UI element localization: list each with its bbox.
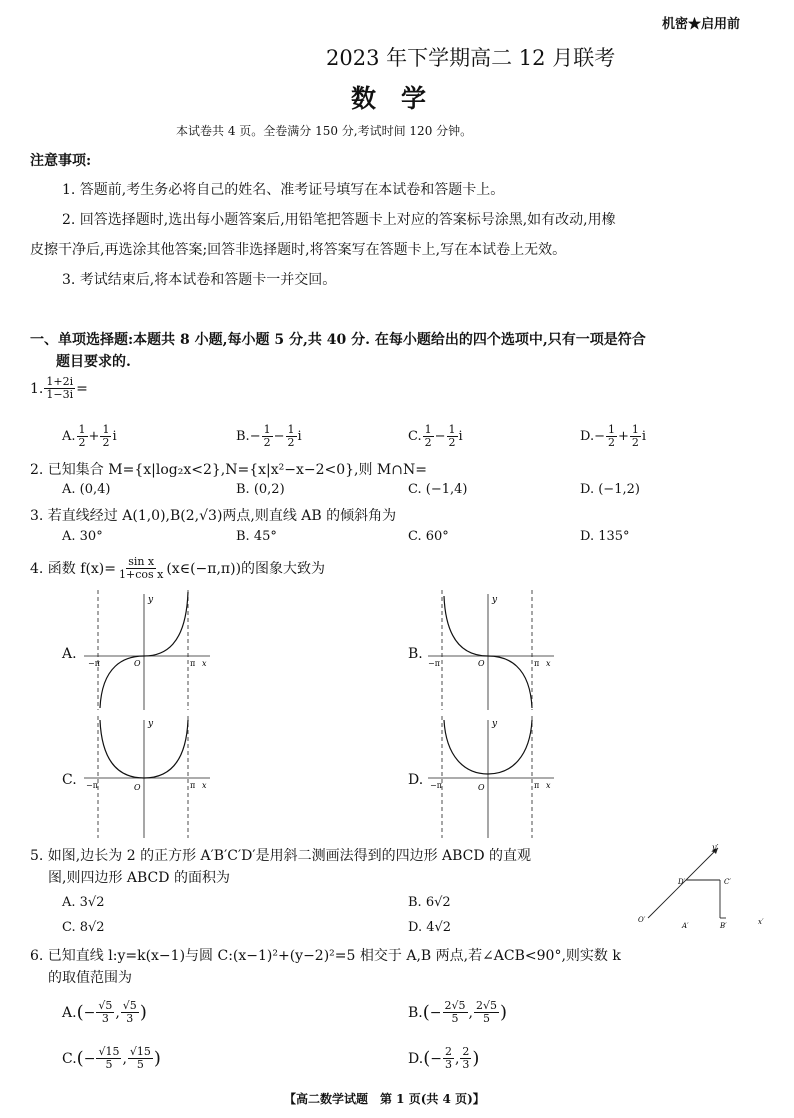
q2-option-a[interactable]: A. (0,4) <box>62 482 111 497</box>
option-frac-1-den: 2 <box>608 436 615 449</box>
lower-bound <box>443 1000 468 1025</box>
option-sign: − <box>249 428 261 444</box>
question-6-line-2: 的取值范围为 <box>48 970 132 986</box>
q3-option-c[interactable]: C. 60° <box>408 529 449 544</box>
pi-label: π <box>534 781 540 790</box>
q4-option-d-label[interactable]: D. <box>408 772 424 788</box>
paren-open: ( <box>423 1047 431 1069</box>
q3-option-b[interactable]: B. 45° <box>236 529 277 544</box>
option-frac-2-den: 2 <box>287 436 295 449</box>
x-label: x <box>546 659 551 668</box>
question-5-line-1: 5. 如图,边长为 2 的正方形 A′B′C′D′是用斜二测画法得到的四边形 ABCD 的直观 <box>30 848 532 864</box>
q1-option-a[interactable] <box>62 424 117 449</box>
option-tail: i <box>458 428 463 444</box>
q1-option-b[interactable] <box>236 424 302 449</box>
q4-option-a-label[interactable]: A. <box>62 646 77 662</box>
option-frac-1 <box>77 424 88 449</box>
pi-label: π <box>534 659 540 668</box>
q6-option-a[interactable] <box>62 1000 147 1025</box>
q2-option-c[interactable]: C. (−1,4) <box>408 482 468 497</box>
paren-close: ) <box>472 1047 480 1069</box>
lower-bound-den: 5 <box>451 1012 459 1025</box>
secret-label: 机密★启用前 <box>662 17 741 32</box>
lower-bound <box>96 1046 121 1071</box>
paren-close: ) <box>153 1047 161 1069</box>
upper-bound <box>474 1000 499 1025</box>
comma: , <box>468 1004 473 1021</box>
q4-option-b-label[interactable]: B. <box>408 646 423 662</box>
q6-option-c[interactable] <box>62 1046 161 1071</box>
notice-heading: 注意事项: <box>30 153 92 169</box>
upper-bound <box>128 1046 153 1071</box>
option-frac-1-num: 1 <box>608 423 615 436</box>
option-label: B. <box>408 1004 423 1021</box>
lower-bound-den: 5 <box>105 1058 113 1071</box>
notice-item-3: 3. 考试结束后,将本试卷和答题卡一并交回。 <box>62 272 337 288</box>
origin-label: O <box>134 659 141 668</box>
q5-figure <box>636 840 776 932</box>
paren-close: ) <box>139 1001 147 1023</box>
option-op: − <box>434 428 446 444</box>
option-label: D. <box>580 428 595 444</box>
page-footer: 【高二数学试题 第 1 页(共 4 页)】 <box>284 1092 485 1106</box>
q1-denominator: 1−3i <box>46 388 74 401</box>
exam-info: 本试卷共 4 页。全卷满分 150 分,考试时间 120 分钟。 <box>176 124 473 138</box>
q4-fraction <box>117 556 165 581</box>
paren-open: ( <box>422 1001 430 1023</box>
option-frac-1-den: 2 <box>78 436 86 449</box>
x-label: x <box>202 781 207 790</box>
q4-denominator: 1+cos x <box>119 568 164 581</box>
q4-suffix: (x∈(−π,π))的图象大致为 <box>166 560 326 577</box>
option-frac-1-den: 2 <box>424 436 432 449</box>
option-frac-2-den: 2 <box>631 436 639 449</box>
q4-graph-b <box>428 590 558 710</box>
fig-x-label: x′ <box>758 918 764 926</box>
lower-bound-num: √5 <box>98 999 113 1012</box>
q3-option-d[interactable]: D. 135° <box>580 529 630 544</box>
option-frac-2-den: 2 <box>448 436 456 449</box>
q1-option-d[interactable] <box>580 424 646 449</box>
lower-bound-num: 2√5 <box>444 999 466 1012</box>
lower-bound-den: 3 <box>444 1058 452 1071</box>
minus-sign: − <box>83 1050 96 1067</box>
notice-item-1: 1. 答题前,考生务必将自己的姓名、准考证号填写在本试卷和答题卡上。 <box>62 182 505 198</box>
option-frac-2 <box>286 424 297 449</box>
upper-bound-num: √5 <box>122 999 137 1012</box>
option-frac-2-num: 1 <box>102 423 110 436</box>
q4-numerator: sin x <box>128 555 155 568</box>
comma: , <box>115 1004 120 1021</box>
question-4-stem <box>30 556 325 581</box>
upper-bound-num: 2√5 <box>475 999 497 1012</box>
y-label: y <box>492 719 498 729</box>
q2-option-b[interactable]: B. (0,2) <box>236 482 285 497</box>
fig-c-label: C′ <box>724 878 731 886</box>
option-op: + <box>618 428 629 444</box>
q1-option-c[interactable] <box>408 424 463 449</box>
neg-pi-label: −π <box>86 781 98 790</box>
question-1-stem <box>30 376 88 401</box>
comma: , <box>122 1050 127 1067</box>
fig-y-label: y′ <box>712 843 719 852</box>
neg-pi-label: −π <box>430 781 442 790</box>
subject-title: 数 学 <box>351 84 427 113</box>
y-label: y <box>148 719 154 729</box>
minus-sign: − <box>83 1004 96 1021</box>
q5-option-c[interactable]: C. 8√2 <box>62 920 105 935</box>
q4-graph-d <box>428 716 558 838</box>
lower-bound-num: 2 <box>444 1045 452 1058</box>
option-label: C. <box>408 428 422 444</box>
paren-open: ( <box>76 1047 84 1069</box>
lower-bound-den: 3 <box>101 1012 109 1025</box>
option-op: + <box>88 428 100 444</box>
option-sign: − <box>594 428 605 444</box>
origin-label: O <box>134 783 141 792</box>
question-3-stem: 3. 若直线经过 A(1,0),B(2,√3)两点,则直线 AB 的倾斜角为 <box>30 508 397 524</box>
upper-bound-num: 2 <box>462 1045 470 1058</box>
option-tail: i <box>641 428 647 444</box>
section-1-line-1: 一、单项选择题:本题共 8 小题,每小题 5 分,共 40 分. 在每小题给出的四个选项中,只有一项是符合 <box>30 332 646 348</box>
neg-pi-label: −π <box>428 659 440 668</box>
fig-b-label: B′ <box>720 922 727 930</box>
paren-close: ) <box>500 1001 508 1023</box>
notice-item-2b: 皮擦干净后,再选涂其他答案;回答非选择题时,将答案写在答题卡上,写在本试卷上无效。 <box>30 242 567 258</box>
upper-bound <box>121 1000 139 1025</box>
lower-bound-num: √15 <box>98 1045 120 1058</box>
option-tail: i <box>112 428 117 444</box>
option-label: A. <box>62 428 76 444</box>
q5-option-d[interactable]: D. 4√2 <box>408 920 452 935</box>
q4-prefix: 4. 函数 f(x)= <box>30 560 116 577</box>
option-frac-2 <box>100 424 111 449</box>
minus-sign: − <box>429 1004 442 1021</box>
option-frac-1-den: 2 <box>263 436 271 449</box>
option-frac-1 <box>262 424 273 449</box>
section-1-line-2: 题目要求的. <box>56 354 131 370</box>
q1-number: 1. <box>30 380 44 397</box>
q4-graph-c <box>84 716 214 838</box>
q1-fraction <box>44 376 75 401</box>
y-label: y <box>492 595 498 605</box>
lower-bound <box>96 1000 114 1025</box>
option-frac-2-num: 1 <box>287 423 295 436</box>
q1-numerator: 1+2i <box>46 375 74 388</box>
pi-label: π <box>190 659 196 668</box>
exam-title: 2023 年下学期高二 12 月联考 <box>326 46 616 70</box>
option-frac-1 <box>423 424 434 449</box>
y-label: y <box>148 595 154 605</box>
option-frac-2 <box>447 424 458 449</box>
fig-d-label: D′ <box>678 878 686 886</box>
option-label: D. <box>408 1050 424 1067</box>
q1-equals: = <box>76 380 88 397</box>
notice-item-2a: 2. 回答选择题时,选出每小题答案后,用铅笔把答题卡上对应的答案标号涂黑,如有改动,用橡 <box>62 212 616 228</box>
option-frac-2-num: 1 <box>448 423 456 436</box>
option-frac-1-num: 1 <box>263 423 271 436</box>
option-frac-2 <box>630 424 641 449</box>
question-2-stem: 2. 已知集合 M={x|log₂x<2},N={x|x²−x−2<0},则 M∩N= <box>30 462 427 478</box>
option-frac-2-num: 1 <box>631 423 639 436</box>
option-frac-2-den: 2 <box>102 436 110 449</box>
paren-open: ( <box>76 1001 84 1023</box>
upper-bound <box>460 1046 471 1071</box>
x-label: x <box>202 659 207 668</box>
fig-a-label: A′ <box>682 922 689 930</box>
lower-bound <box>443 1046 454 1071</box>
origin-label: O <box>478 783 485 792</box>
neg-pi-label: −π <box>88 659 100 668</box>
question-6-line-1: 6. 已知直线 l:y=k(x−1)与圆 C:(x−1)²+(y−2)²=5 相交于 A,B 两点,若∠ACB<90°,则实数 k <box>30 948 621 964</box>
pi-label: π <box>190 781 196 790</box>
x-label: x <box>546 781 551 790</box>
upper-bound-den: 5 <box>136 1058 144 1071</box>
option-frac-1 <box>606 424 617 449</box>
option-label: C. <box>62 1050 77 1067</box>
upper-bound-den: 3 <box>462 1058 470 1071</box>
q6-option-d[interactable] <box>408 1046 479 1071</box>
q5-option-a[interactable]: A. 3√2 <box>62 895 105 910</box>
minus-sign: − <box>430 1050 442 1067</box>
q2-option-d[interactable]: D. (−1,2) <box>580 482 640 497</box>
fig-o-label: O′ <box>638 916 646 924</box>
upper-bound-den: 5 <box>482 1012 490 1025</box>
option-frac-1-num: 1 <box>424 423 432 436</box>
q4-graph-a <box>84 590 214 710</box>
upper-bound-num: √15 <box>129 1045 151 1058</box>
option-op: − <box>273 428 285 444</box>
comma: , <box>454 1050 460 1067</box>
upper-bound-den: 3 <box>126 1012 134 1025</box>
option-tail: i <box>297 428 302 444</box>
option-label: B. <box>236 428 250 444</box>
question-5-line-2: 图,则四边形 ABCD 的面积为 <box>48 870 230 886</box>
option-label: A. <box>62 1004 77 1021</box>
option-frac-1-num: 1 <box>78 423 86 436</box>
q3-option-a[interactable]: A. 30° <box>62 529 103 544</box>
origin-label: O <box>478 659 485 668</box>
q4-option-c-label[interactable]: C. <box>62 772 77 788</box>
q6-option-b[interactable] <box>408 1000 507 1025</box>
q5-option-b[interactable]: B. 6√2 <box>408 895 451 910</box>
